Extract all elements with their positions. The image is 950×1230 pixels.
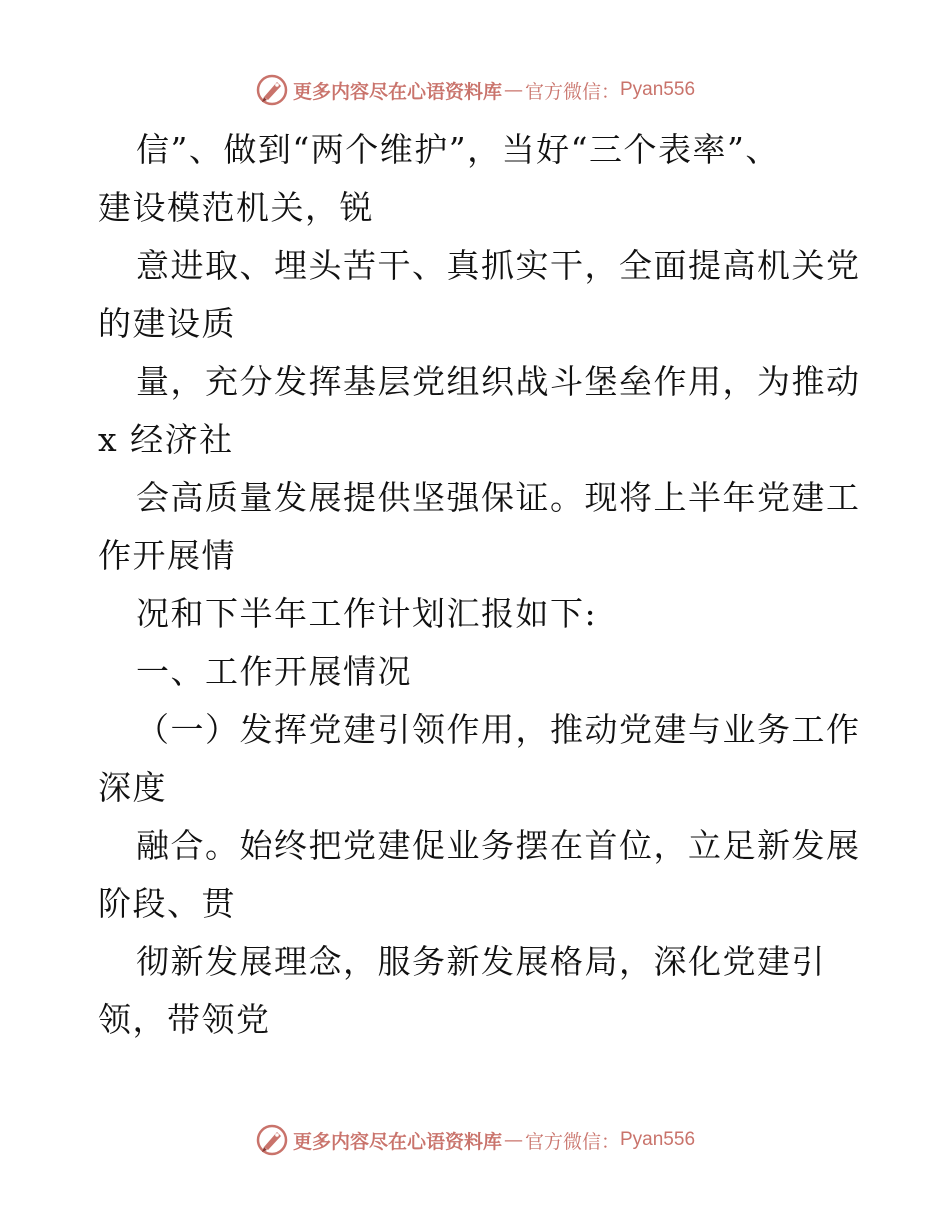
text-line: 作开展情: [98, 536, 236, 575]
pen-logo-icon: [255, 1123, 289, 1157]
text-line: 建设模范机关，锐: [98, 188, 374, 227]
footer-watermark: [0, 1120, 950, 1160]
watermark-title: 更多内容尽在心语资料库: [292, 80, 502, 103]
watermark-wechat-id: Pyan556: [620, 79, 696, 100]
watermark-dash: —: [503, 1129, 523, 1151]
text-line: 信”、做到“两个维护”，当好“三个表率”、: [136, 130, 780, 169]
text-line: 阶段、贯: [98, 884, 236, 923]
text-line: 量，充分发挥基层党组织战斗堡垒作用，为推动: [136, 362, 861, 401]
watermark-wechat-id: Pyan556: [620, 1129, 696, 1150]
text-line: 会高质量发展提供坚强保证。现将上半年党建工: [136, 478, 861, 517]
header-watermark: [0, 70, 950, 110]
text-line: 的建设质: [98, 304, 236, 343]
text-line: 意进取、埋头苦干、真抓实干，全面提高机关党: [136, 246, 861, 285]
text-line: 况和下半年工作计划汇报如下:: [136, 594, 598, 633]
watermark-wechat-label: 官方微信：: [524, 1130, 620, 1153]
pen-logo-icon: [255, 73, 289, 107]
watermark-dash: —: [503, 79, 523, 101]
text-line: 融合。始终把党建促业务摆在首位，立足新发展: [136, 826, 861, 865]
watermark-title: 更多内容尽在心语资料库: [292, 1130, 502, 1153]
watermark-wechat-label: 官方微信：: [524, 80, 620, 103]
text-line: 深度: [98, 768, 167, 807]
text-line: x 经济社: [98, 420, 234, 459]
text-line: 彻新发展理念，服务新发展格局，深化党建引: [136, 942, 826, 981]
document-body: [98, 121, 861, 1049]
text-line: （一）发挥党建引领作用，推动党建与业务工作: [136, 710, 861, 749]
section-heading: 一、工作开展情况: [136, 652, 412, 691]
text-line: 领，带领党: [98, 1000, 271, 1039]
